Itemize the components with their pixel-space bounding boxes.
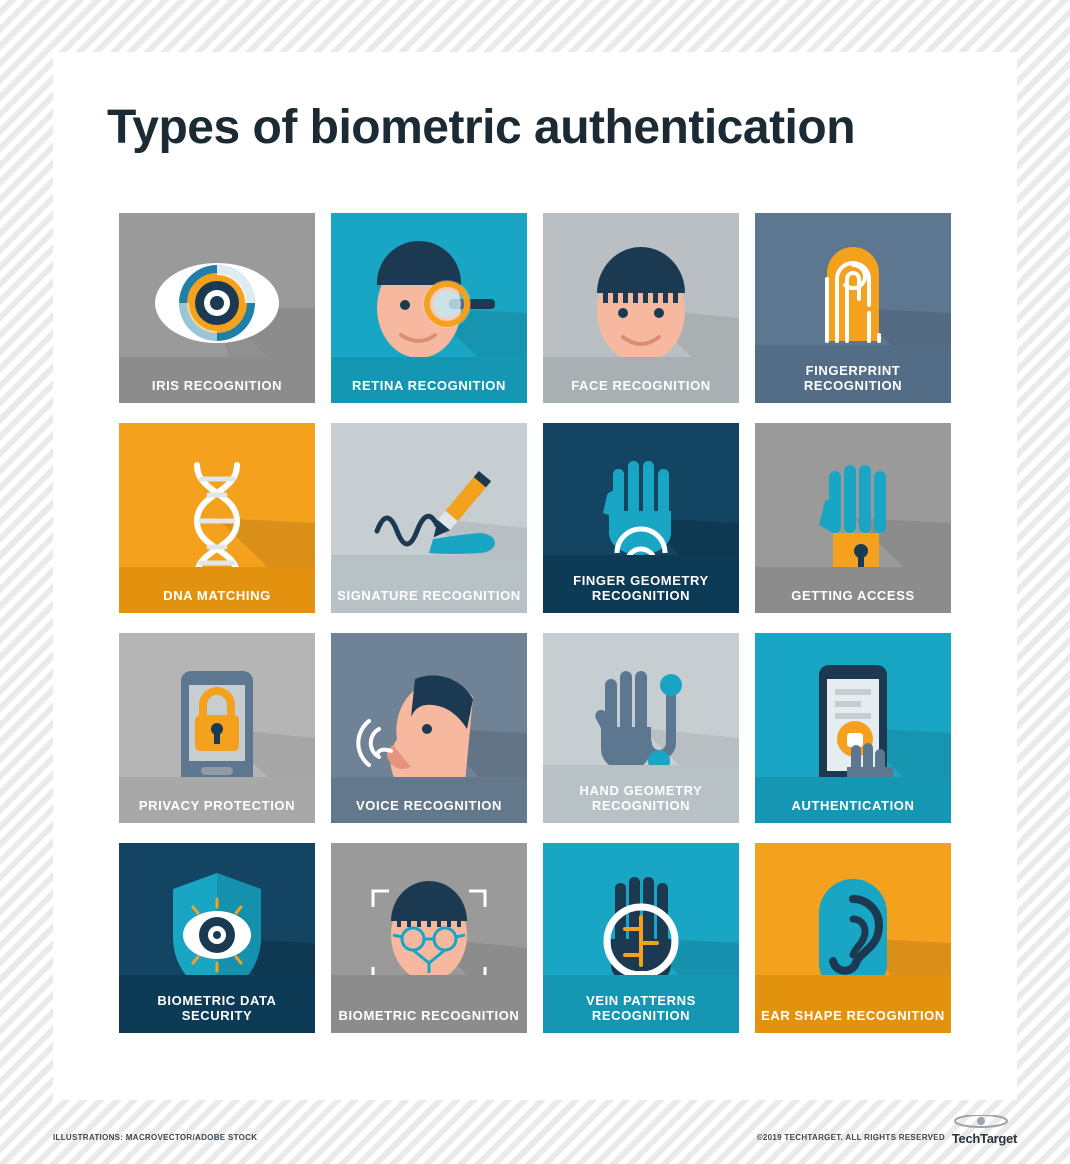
tile-retina-recognition[interactable] bbox=[331, 213, 527, 403]
tile-label: RETINA RECOGNITION bbox=[351, 378, 507, 393]
tile-getting-access[interactable] bbox=[755, 423, 951, 613]
techtarget-logo bbox=[952, 1115, 1017, 1146]
tile-vein-patterns-recognition[interactable] bbox=[543, 843, 739, 1033]
tile-label: DNA MATCHING bbox=[163, 588, 271, 603]
tile-label: FINGERPRINT RECOGNITION bbox=[803, 363, 903, 393]
tile-biometric-recognition[interactable] bbox=[331, 843, 527, 1033]
tile-label: VOICE RECOGNITION bbox=[356, 798, 502, 813]
tile-label: AUTHENTICATION bbox=[791, 798, 915, 813]
tile-label: VEIN PATTERNS RECOGNITION bbox=[586, 993, 696, 1023]
tile-iris-recognition[interactable] bbox=[119, 213, 315, 403]
tile-hand-geometry-recognition[interactable] bbox=[543, 633, 739, 823]
infographic-card bbox=[53, 52, 1017, 1100]
tile-privacy-protection[interactable] bbox=[119, 633, 315, 823]
tile-label: FINGER GEOMETRY RECOGNITION bbox=[573, 573, 709, 603]
tile-label: HAND GEOMETRY RECOGNITION bbox=[579, 783, 703, 813]
tile-face-recognition[interactable] bbox=[543, 213, 739, 403]
copyright-text: ©2019 TECHTARGET. ALL RIGHTS RESERVED bbox=[756, 1133, 945, 1142]
tile-voice-recognition[interactable] bbox=[331, 633, 527, 823]
techtarget-eye-logo bbox=[952, 1115, 1010, 1131]
brand-name: TechTarget bbox=[951, 1131, 1017, 1146]
footer bbox=[53, 1120, 1017, 1146]
biometrics-grid bbox=[119, 213, 951, 1053]
page-title: Types of biometric authentication bbox=[107, 101, 856, 154]
tile-authentication[interactable] bbox=[755, 633, 951, 823]
tile-label: GETTING ACCESS bbox=[791, 588, 915, 603]
tile-label: SIGNATURE RECOGNITION bbox=[337, 588, 521, 603]
tile-label: EAR SHAPE RECOGNITION bbox=[761, 1008, 945, 1023]
tile-biometric-data-security[interactable] bbox=[119, 843, 315, 1033]
tile-label: PRIVACY PROTECTION bbox=[138, 798, 296, 813]
tile-label: BIOMETRIC DATA SECURITY bbox=[157, 993, 277, 1023]
tile-signature-recognition[interactable] bbox=[331, 423, 527, 613]
tile-label: BIOMETRIC RECOGNITION bbox=[338, 1008, 520, 1023]
tile-label: IRIS RECOGNITION bbox=[151, 378, 283, 393]
tile-fingerprint-recognition[interactable] bbox=[755, 213, 951, 403]
tile-finger-geometry-recognition[interactable] bbox=[543, 423, 739, 613]
tile-dna-matching[interactable] bbox=[119, 423, 315, 613]
tile-label: FACE RECOGNITION bbox=[571, 378, 711, 393]
illustration-credit: ILLUSTRATIONS: MACROVECTOR/ADOBE STOCK bbox=[53, 1133, 258, 1142]
tile-ear-shape-recognition[interactable] bbox=[755, 843, 951, 1033]
